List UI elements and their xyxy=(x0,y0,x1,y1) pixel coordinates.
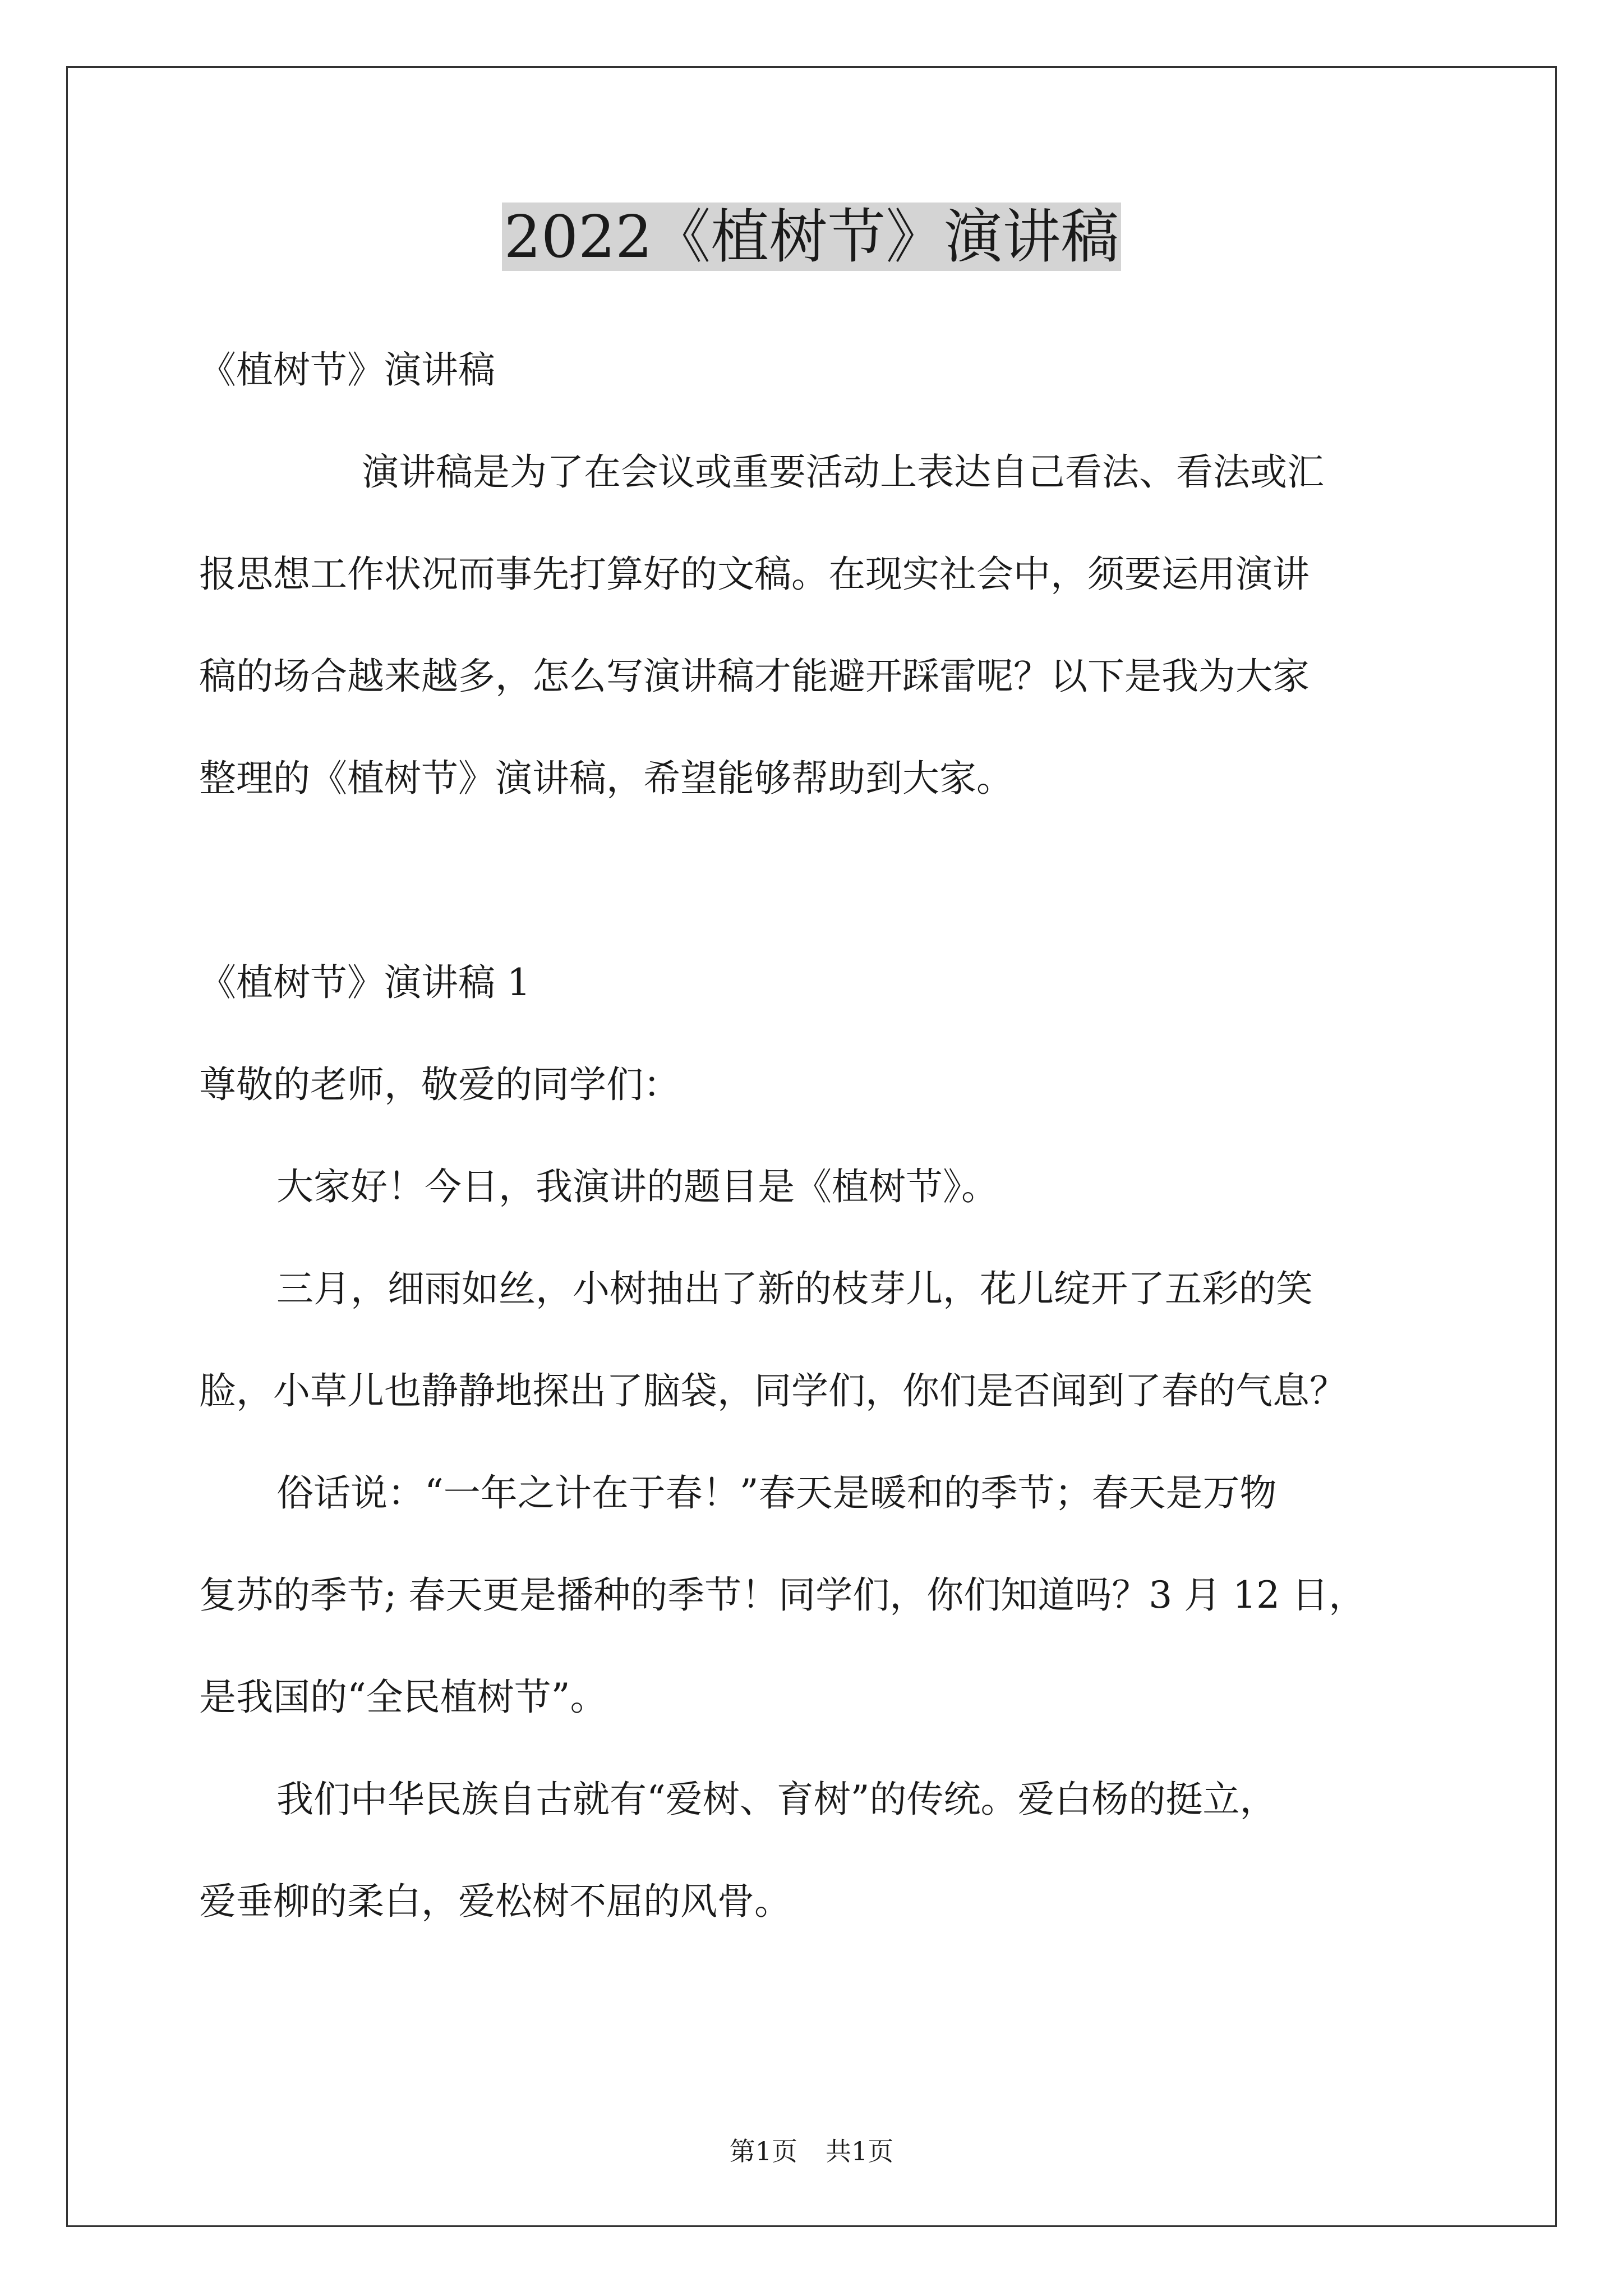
paragraph-line: 复苏的季节; 春天更是播种的季节！同学们，你们知道吗？3 月 12 日， xyxy=(199,1573,1366,1617)
paragraph-line: 三月，细雨如丝，小树抽出了新的枝芽儿，花儿绽开了五彩的笑 xyxy=(276,1267,1313,1310)
paragraph-line: 是我国的“全民植树节”。 xyxy=(199,1676,607,1719)
document-title-text: 2022《植树节》演讲稿 xyxy=(502,203,1122,271)
page-total: 共1页 xyxy=(826,2136,894,2166)
paragraph-line: 报思想工作状况而事先打算好的文稿。在现实社会中，须要运用演讲 xyxy=(199,553,1310,596)
page-footer xyxy=(0,2134,1623,2168)
document-body xyxy=(199,342,1433,1976)
paragraph-line: 我们中华民族自古就有“爱树、育树”的传统。爱白杨的挺立， xyxy=(276,1778,1277,1821)
section-heading: 《植树节》演讲稿 1 xyxy=(199,961,531,1004)
paragraph-line: 整理的《植树节》演讲稿，希望能够帮助到大家。 xyxy=(199,757,1013,800)
paragraph-line: 稿的场合越来越多，怎么写演讲稿才能避开踩雷呢？以下是我为大家 xyxy=(199,655,1310,698)
blank-line xyxy=(199,853,1433,955)
paragraph-line: 俗话说：“一年之计在于春！”春天是暖和的季节；春天是万物 xyxy=(276,1471,1277,1515)
salutation-line: 尊敬的老师，敬爱的同学们： xyxy=(199,1063,680,1106)
paragraph-line: 大家好！今日，我演讲的题目是《植树节》。 xyxy=(276,1165,998,1208)
paragraph-line: 演讲稿是为了在会议或重要活动上表达自己看法、看法或汇 xyxy=(362,450,1324,494)
page-number: 第1页 xyxy=(729,2136,797,2166)
document-title xyxy=(0,197,1623,276)
section-heading: 《植树节》演讲稿 xyxy=(199,348,495,392)
paragraph-line: 爱垂柳的柔白，爱松树不屈的风骨。 xyxy=(199,1880,791,1923)
paragraph-line: 脸，小草儿也静静地探出了脑袋，同学们，你们是否闻到了春的气息？ xyxy=(199,1369,1347,1412)
